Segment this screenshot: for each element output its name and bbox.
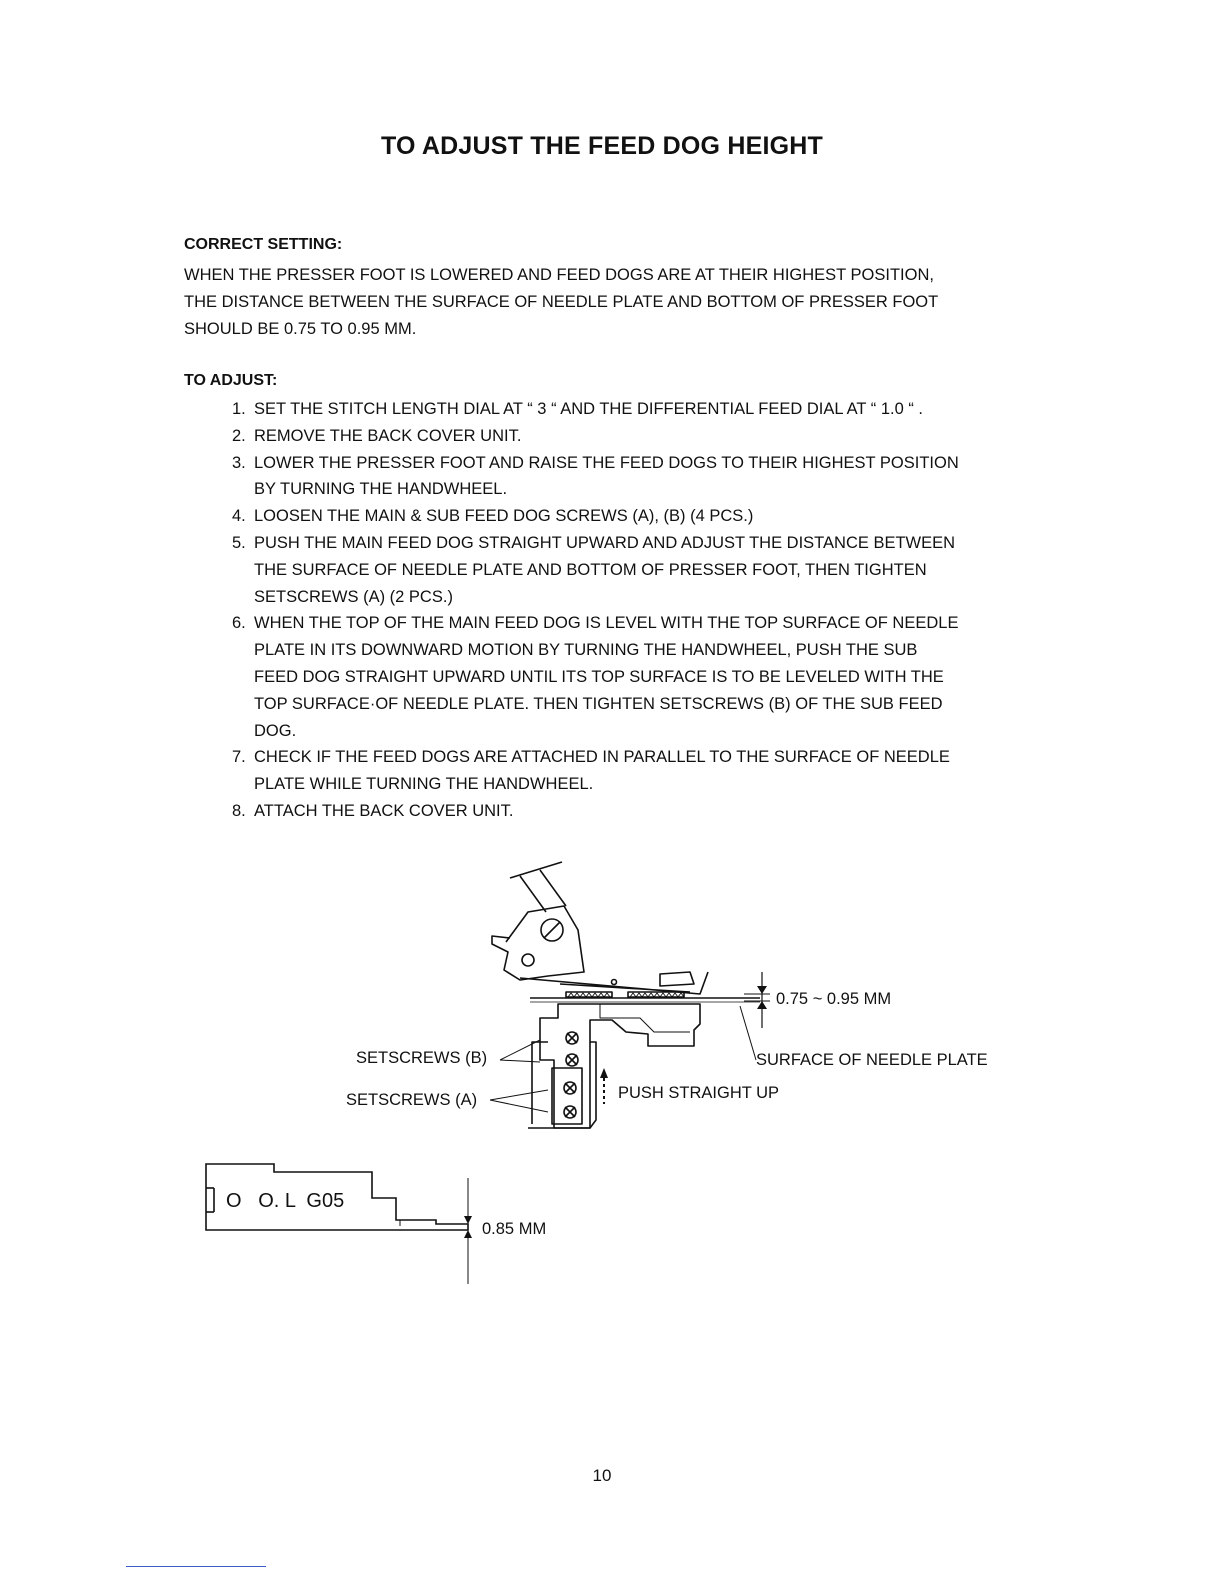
leader-surface bbox=[740, 1006, 756, 1060]
setscrew-a-upper bbox=[564, 1082, 576, 1094]
setscrews-a-label: SETSCREWS (A) bbox=[346, 1091, 478, 1109]
step-text-line: SET THE STITCH LENGTH DIAL AT “ 3 “ AND THE DIFFERENTIAL FEED DIAL AT “ 1.0 “ . bbox=[254, 400, 923, 418]
step-text-line: LOOSEN THE MAIN & SUB FEED DOG SCREWS (A), (B) (4 PCS.) bbox=[254, 507, 754, 526]
step-text-line: PUSH THE MAIN FEED DOG STRAIGHT UPWARD AND ADJUST THE DISTANCE BETWEEN bbox=[254, 533, 956, 552]
step-text-line: PLATE WHILE TURNING THE HANDWHEEL. bbox=[254, 775, 594, 794]
presser-foot-shank bbox=[510, 862, 566, 912]
footer-rule bbox=[126, 1566, 266, 1567]
leader-setscrews-b bbox=[500, 1040, 540, 1062]
paragraph-line: SHOULD BE 0.75 TO 0.95 MM. bbox=[184, 320, 417, 338]
setscrew-a-lower bbox=[564, 1106, 576, 1118]
step-text-line: DOG. bbox=[254, 721, 297, 740]
setscrew-b-lower bbox=[566, 1054, 578, 1066]
gap-label: 0.75 ~ 0.95 MM bbox=[776, 990, 892, 1008]
step-text-line: BY TURNING THE HANDWHEEL. bbox=[254, 480, 508, 499]
gauge-thickness-label: 0.85 MM bbox=[482, 1220, 547, 1238]
setscrews-b-label: SETSCREWS (B) bbox=[356, 1049, 488, 1067]
step-number: 2. bbox=[232, 426, 246, 445]
step-number: 4. bbox=[232, 507, 246, 526]
step-text-line: LOWER THE PRESSER FOOT AND RAISE THE FEED DOGS TO THEIR HIGHEST POSITION bbox=[254, 453, 959, 472]
thickness-gauge bbox=[206, 1164, 468, 1284]
step-number: 5. bbox=[232, 533, 246, 552]
push-up-arrow bbox=[600, 1068, 608, 1104]
push-straight-up-label: PUSH STRAIGHT UP bbox=[618, 1084, 780, 1102]
gauge-arrow-up bbox=[464, 1230, 472, 1238]
paragraph-line: THE DISTANCE BETWEEN THE SURFACE OF NEEDLE PLATE AND BOTTOM OF PRESSER FOOT bbox=[184, 293, 939, 311]
step-number: 8. bbox=[232, 801, 246, 820]
to-adjust-heading: TO ADJUST: bbox=[184, 372, 278, 389]
page-number: 10 bbox=[592, 1466, 612, 1485]
presser-foot-body bbox=[492, 906, 584, 980]
sub-feed-dog-bracket bbox=[528, 1042, 596, 1128]
gauge-arrow-down bbox=[464, 1216, 472, 1224]
step-text-line: WHEN THE TOP OF THE MAIN FEED DOG IS LEVEL WITH THE TOP SURFACE OF NEEDLE bbox=[254, 614, 959, 633]
needle-plate-surface-label: SURFACE OF NEEDLE PLATE bbox=[756, 1051, 988, 1069]
step-number: 6. bbox=[232, 614, 246, 633]
step-text-line: REMOVE THE BACK COVER UNIT. bbox=[254, 426, 522, 445]
step-number: 1. bbox=[232, 400, 246, 418]
gauge-marking: O O. L G05 bbox=[226, 1190, 345, 1212]
step-number: 7. bbox=[232, 748, 246, 767]
gap-arrow-down bbox=[757, 986, 767, 994]
step-text-line: ATTACH THE BACK COVER UNIT. bbox=[254, 801, 514, 820]
step-text-line: FEED DOG STRAIGHT UPWARD UNTIL ITS TOP SURFACE IS TO BE LEVELED WITH THE bbox=[254, 667, 944, 686]
correct-setting-heading: CORRECT SETTING: bbox=[184, 236, 343, 253]
step-number: 3. bbox=[232, 453, 246, 472]
paragraph-line: WHEN THE PRESSER FOOT IS LOWERED AND FEED DOGS ARE AT THEIR HIGHEST POSITION, bbox=[184, 266, 934, 284]
leader-setscrews-a bbox=[490, 1090, 548, 1112]
step-text-line: PLATE IN ITS DOWNWARD MOTION BY TURNING THE HANDWHEEL, PUSH THE SUB bbox=[254, 641, 918, 660]
page-title: TO ADJUST THE FEED DOG HEIGHT bbox=[381, 132, 823, 160]
setscrew-b-upper bbox=[566, 1032, 578, 1044]
step-text-line: THE SURFACE OF NEEDLE PLATE AND BOTTOM OF PRESSER FOOT, THEN TIGHTEN bbox=[254, 560, 927, 579]
step-text-line: SETSCREWS (A) (2 PCS.) bbox=[254, 587, 453, 606]
step-text-line: TOP SURFACE·OF NEEDLE PLATE. THEN TIGHTEN SETSCREWS (B) OF THE SUB FEED bbox=[254, 694, 943, 713]
step-text-line: CHECK IF THE FEED DOGS ARE ATTACHED IN PARALLEL TO THE SURFACE OF NEEDLE bbox=[254, 748, 950, 767]
